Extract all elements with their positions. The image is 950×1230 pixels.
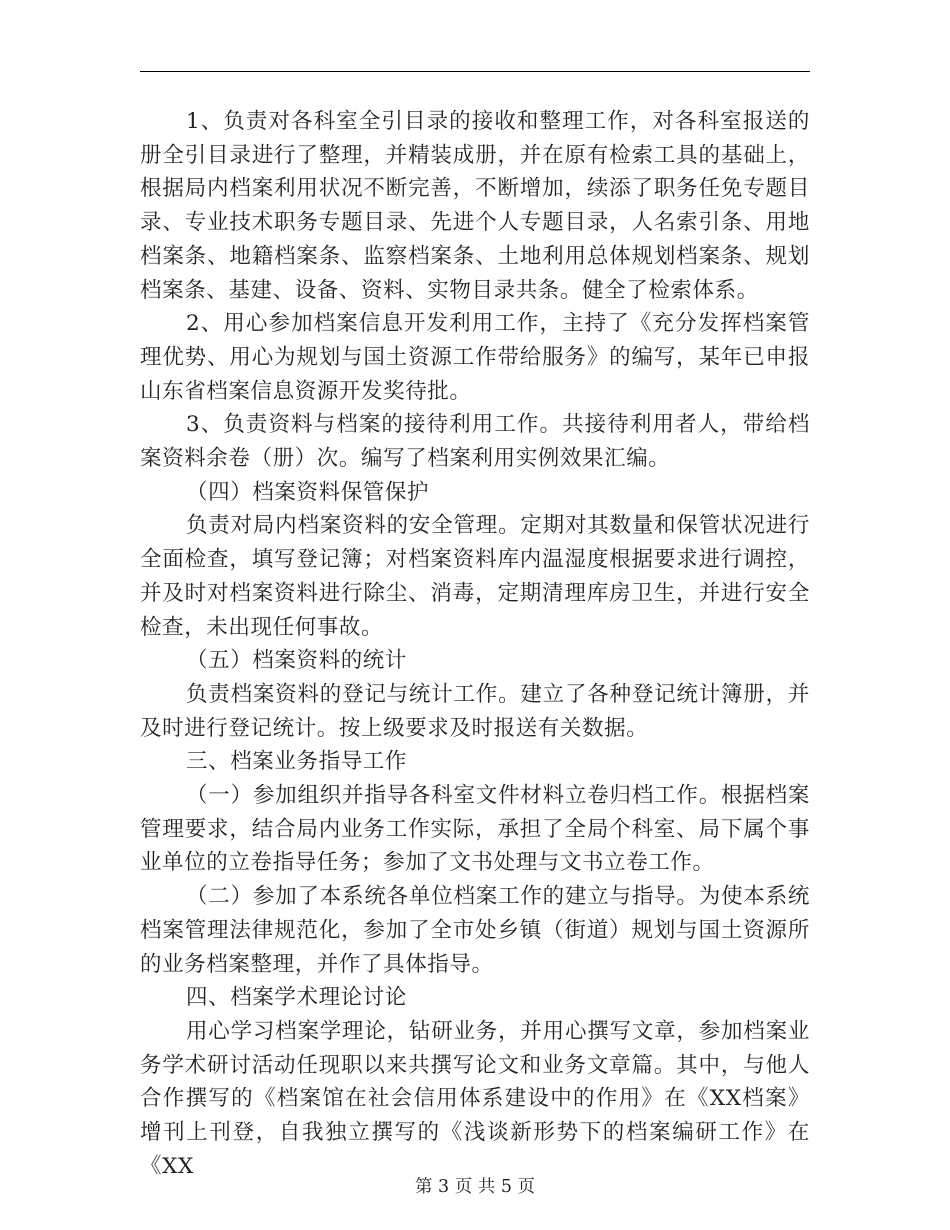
paragraph-reception-use: 3、负责资料与档案的接待利用工作。共接待利用者人，带给档案资料余卷（册）次。编写了档案利用实例效果汇编。 (140, 412, 810, 472)
paragraph-storage-safety: 负责对局内档案资料的安全管理。定期对其数量和保管状况进行全面检查，填写登记簿；对档案资料库内温湿度根据要求进行调控，并及时对档案资料进行除尘、消毒，定期清理库房卫生，并进行安全检查，未出现任何事故。 (140, 513, 810, 640)
paragraph-guidance-system: （二）参加了本系统各单位档案工作的建立与指导。为使本系统档案管理法律规范化，参加了全市处乡镇（街道）规划与国土资源所的业务档案整理，并作了具体指导。 (140, 884, 810, 977)
paragraph-catalog-work: 1、负责对各科室全引目录的接收和整理工作，对各科室报送的册全引目录进行了整理，并精装成册，并在原有检索工具的基础上，根据局内档案利用状况不断完善，不断增加，续添了职务任免专题目录、专业技术职务专题目录、先进个人专题目录，人名索引条、用地档案条、地籍档案条、监察档案条、土地利用总体规划档案条、规划档案条、基建、设备、资料、实物目录共条。健全了检索体系。 (140, 109, 810, 303)
section-heading-guidance: 三、档案业务指导工作 (186, 749, 408, 775)
page-number-footer: 第 3 页 共 5 页 (414, 1177, 536, 1197)
paragraph-statistics: 负责档案资料的登记与统计工作。建立了各种登记统计簿册，并及时进行登记统计。按上级要求及时报送有关数据。 (140, 681, 810, 741)
document-body (140, 105, 810, 1184)
paragraph-theory: 用心学习档案学理论，钻研业务，并用心撰写文章，参加档案业务学术研讨活动任现职以来共撰写论文和业务文章篇。其中，与他人合作撰写的《档案馆在社会信用体系建设中的作用》在《XX档案》增刊上刊登，自我独立撰写的《浅谈新形势下的档案编研工作》在《XX (140, 1018, 810, 1179)
section-heading-statistics: （五）档案资料的统计 (186, 648, 408, 674)
header-rule (140, 71, 810, 72)
paragraph-info-development: 2、用心参加档案信息开发利用工作，主持了《充分发挥档案管理优势、用心为规划与国土资源工作带给服务》的编写，某年已申报山东省档案信息资源开发奖待批。 (140, 311, 810, 404)
section-heading-theory: 四、档案学术理论讨论 (186, 985, 408, 1011)
section-heading-storage: （四）档案资料保管保护 (186, 479, 430, 505)
paragraph-guidance-departments: （一）参加组织并指导各科室文件材料立卷归档工作。根据档案管理要求，结合局内业务工作实际，承担了全局个科室、局下属个事业单位的立卷指导任务；参加了文书处理与文书立卷工作。 (140, 783, 810, 876)
